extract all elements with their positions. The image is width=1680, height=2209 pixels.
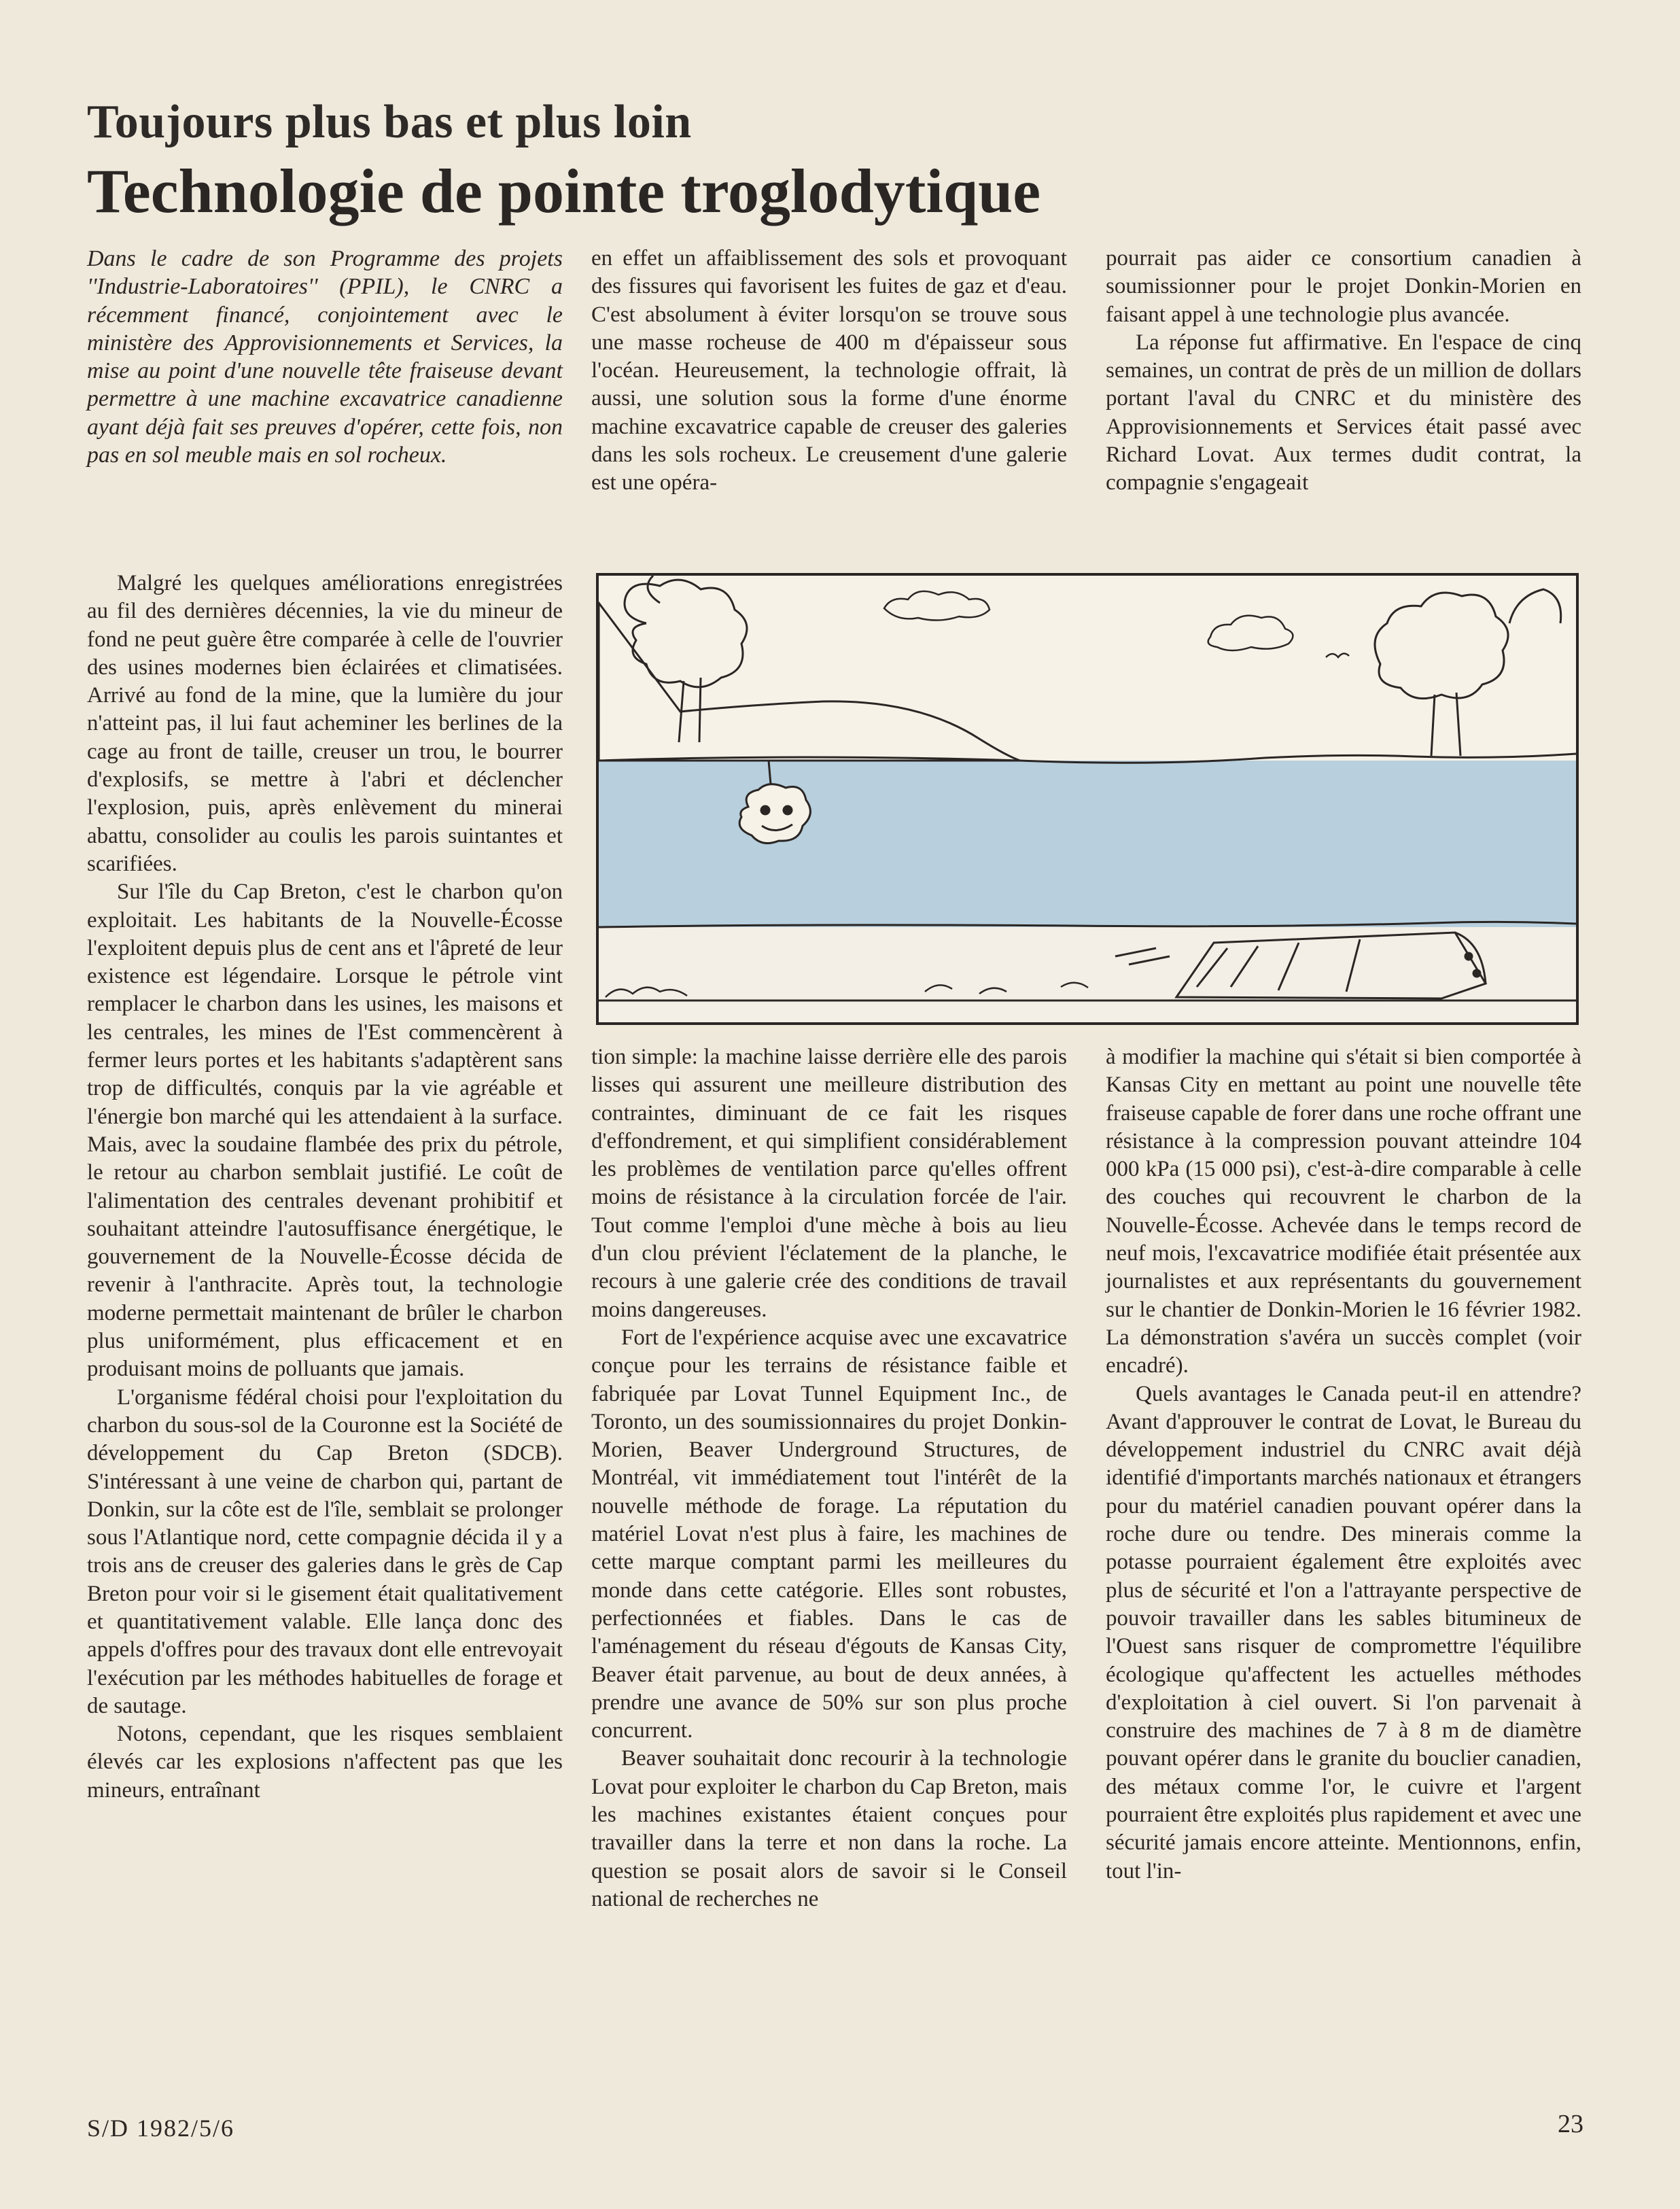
tunnel-drawing — [599, 576, 1576, 1022]
paragraph: pourrait pas aider ce consortium canadien à soumissionner pour le projet Donkin-Morien en faisant appel à une technologie plus avancée. — [1106, 246, 1581, 327]
column-right-bottom — [1106, 1043, 1581, 1885]
paragraph: Sur l'île du Cap Breton, c'est le charbon qu'on exploitait. Les habitants de la Nouvelle-Écosse l'exploitent depuis plus de cent ans et l'âpreté de leur existence est légendaire. Lorsque le pétrole vint remplacer le charbon dans les usines, les maisons et les centrales, les mines de l'Est commencèrent à fermer leurs portes et les habitants s'adaptèrent sans trop de difficultés, conquis par la vie agréable et l'énergie bon marché qui les attendaient à la surface. Mais, avec la soudaine flambée des prix du pétrole, le retour au charbon semblait justifié. Le coût de l'alimentation des centrales devenant prohibitif et souhaitant atteindre l'autosuffisance énergétique, le gouvernement de la Nouvelle-Écosse décida de revenir à l'anthracite. Après tout, la technologie moderne permettait maintenant de brûler le charbon plus uniformément, plus efficacement et en produisant moins de polluants que jamais. — [87, 880, 563, 1382]
sea-area — [599, 761, 1576, 927]
cloud-right — [1208, 616, 1293, 650]
paragraph: La réponse fut affirmative. En l'espace de cinq semaines, un contrat de près de un million de dollars portant l'aval du CNRC et du ministère des Approvisionnements et Services était passé avec Richard Lovat. Aux termes dudit contrat, la compagnie s'engageait — [1106, 330, 1581, 495]
article-kicker: Toujours plus bas et plus loin — [87, 96, 692, 148]
tunnel-illustration — [596, 573, 1579, 1025]
column-middle-bottom — [591, 1043, 1067, 1913]
page-number: 23 — [1558, 2110, 1583, 2138]
paragraph: Fort de l'expérience acquise avec une excavatrice conçue pour les terrains de résistance faible et fabriquée par Lovat Tunnel Equipment Inc., de Toronto, un des soumissionnaires du projet Donkin-Morien, Beaver Underground Structures, de Montréal, vit immédiatement tout l'intérêt de la nouvelle méthode de forage. La réputation du matériel Lovat n'est plus à faire, les machines de cette marque comptant parmi les meilleures du monde dans cette catégorie. Elles sont robustes, perfectionnées et fiables. Dans le cas de l'aménagement du réseau d'égouts de Kansas City, Beaver était parvenue, au bout de deux années, à prendre une avance de 50% sur son plus proche concurrent. — [591, 1325, 1067, 1743]
column-middle-top — [591, 245, 1067, 498]
paragraph: Beaver souhaitait donc recourir à la technologie Lovat pour exploiter le charbon du Cap Breton, mais les machines existantes étaient conçues pour travailler dans la terre et non dans la roche. La question se posait alors de savoir si le Conseil national de recherches ne — [591, 1746, 1067, 1911]
paragraph: L'organisme fédéral choisi pour l'exploitation du charbon du sous-sol de la Couronne est la Société de développement du Cap Breton (SDCB). S'intéressant à une veine de charbon qui, partant de Donkin, sur la côte est de l'île, semblait se prolonger sous l'Atlantique nord, cette compagnie décida il y a trois ans de creuser des galeries dans le grès de Cap Breton pour voir si le gisement était qualitativement et quantitativement valable. Elle lança donc des appels d'offres pour des travaux dont elle entrevoyait l'exécution par les méthodes habituelles de forage et de sautage. — [87, 1385, 563, 1718]
paragraph: à modifier la machine qui s'était si bien comportée à Kansas City en mettant au point une nouvelle tête fraiseuse capable de forer dans une roche offrant une résistance à la compression pouvant atteindre 104 000 kPa (15 000 psi), c'est-à-dire comparable à celle des couches qui recouvrent le charbon de la Nouvelle-Écosse. Achevée dans le temps record de neuf mois, l'excavatrice modifiée était présentée aux journalistes et aux représentants du gouvernement sur le chantier de Donkin-Morien le 16 février 1982. La démonstration s'avéra un succès complet (voir encadré). — [1106, 1045, 1581, 1378]
bird-icon — [1326, 653, 1349, 657]
article-headline: Technologie de pointe troglodytique — [87, 156, 1041, 226]
article-lede: Dans le cadre de son Programme des projets ''Industrie-Laboratoires'' (PPIL), le CNRC a récemment financé, conjointement avec le ministère des Approvisionnements et Services, la mise au point d'une nouvelle tête fraiseuse devant permettre à une machine excavatrice canadienne ayant déjà fait ses preuves d'opérer, cette fois, non pas en sol meuble mais en sol rocheux. — [87, 246, 563, 468]
paragraph: en effet un affaiblissement des sols et provoquant des fissures qui favorisent les fuites de gaz et d'eau. C'est absolument à éviter lorsqu'on se trouve sous une masse rocheuse de 400 m d'épaisseur sous l'océan. Heureusement, la technologie offrait, là aussi, une solution sous la forme d'une énorme machine excavatrice capable de creuser des galeries dans les sols rocheux. Le creusement d'une galerie est une opéra- — [591, 246, 1067, 495]
cloud-left — [884, 591, 990, 621]
paragraph: Notons, cependant, que les risques semblaient élevés car les explosions n'affectent pas que les mineurs, entraînant — [87, 1722, 563, 1803]
column-right-top — [1106, 245, 1581, 498]
paragraph: Quels avantages le Canada peut-il en attendre? Avant d'approuver le contrat de Lovat, le Bureau du développement industriel du CNRC avait déjà identifié d'importants marchés nationaux et étrangers pour du matériel canadien pouvant opérer dans la roche dure ou tendre. Des minerais comme la potasse pourraient également être exploités avec plus de sécurité et l'on a l'attrayante perspective de pouvoir travailler dans les sables bitumineux de l'Ouest sans risquer de compromettre l'équilibre écologique qu'affectent les actuelles méthodes d'exploitation à ciel ouvert. Si l'on parvenait à construire des machines de 7 à 8 m de diamètre pouvant opérer dans le granite du bouclier canadien, des métaux comme l'or, le cuivre et l'argent pourraient être exploités plus rapidement et avec une sécurité jamais encore atteinte. Mentionnons, enfin, tout l'in- — [1106, 1381, 1581, 1883]
column-left — [87, 570, 563, 1805]
rock-layer — [599, 927, 1576, 1022]
paragraph: Malgré les quelques améliorations enregistrées au fil des dernières décennies, la vie du mineur de fond ne peut guère être comparée à celle de l'ouvrier des usines modernes bien éclairées et climatisées. Arrivé au fond de la mine, que la lumière du jour n'atteint pas, il lui faut acheminer les berlines de la cage au front de taille, creuser un trou, le bourrer d'explosifs, se mettre à l'abri et déclencher l'explosion, puis, après enlèvement du minerai abattu, consolider au coulis les parois suintantes et scarifiées. — [87, 571, 563, 876]
issue-label: S/D 1982/5/6 — [87, 2115, 235, 2142]
paragraph: tion simple: la machine laisse derrière elle des parois lisses qui assurent une meilleure distribution des contraintes, diminuant de ce fait les risques d'effondrement, et qui simplifient considérablement les problèmes de ventilation parce qu'elles offrent moins de résistance à la circulation forcée de l'air. Tout comme l'emploi d'une mèche à bois au lieu d'un clou prévient l'éclatement de la planche, le recours à une galerie crée des conditions de travail moins dangereuses. — [591, 1045, 1067, 1322]
tree-right — [1375, 589, 1561, 756]
